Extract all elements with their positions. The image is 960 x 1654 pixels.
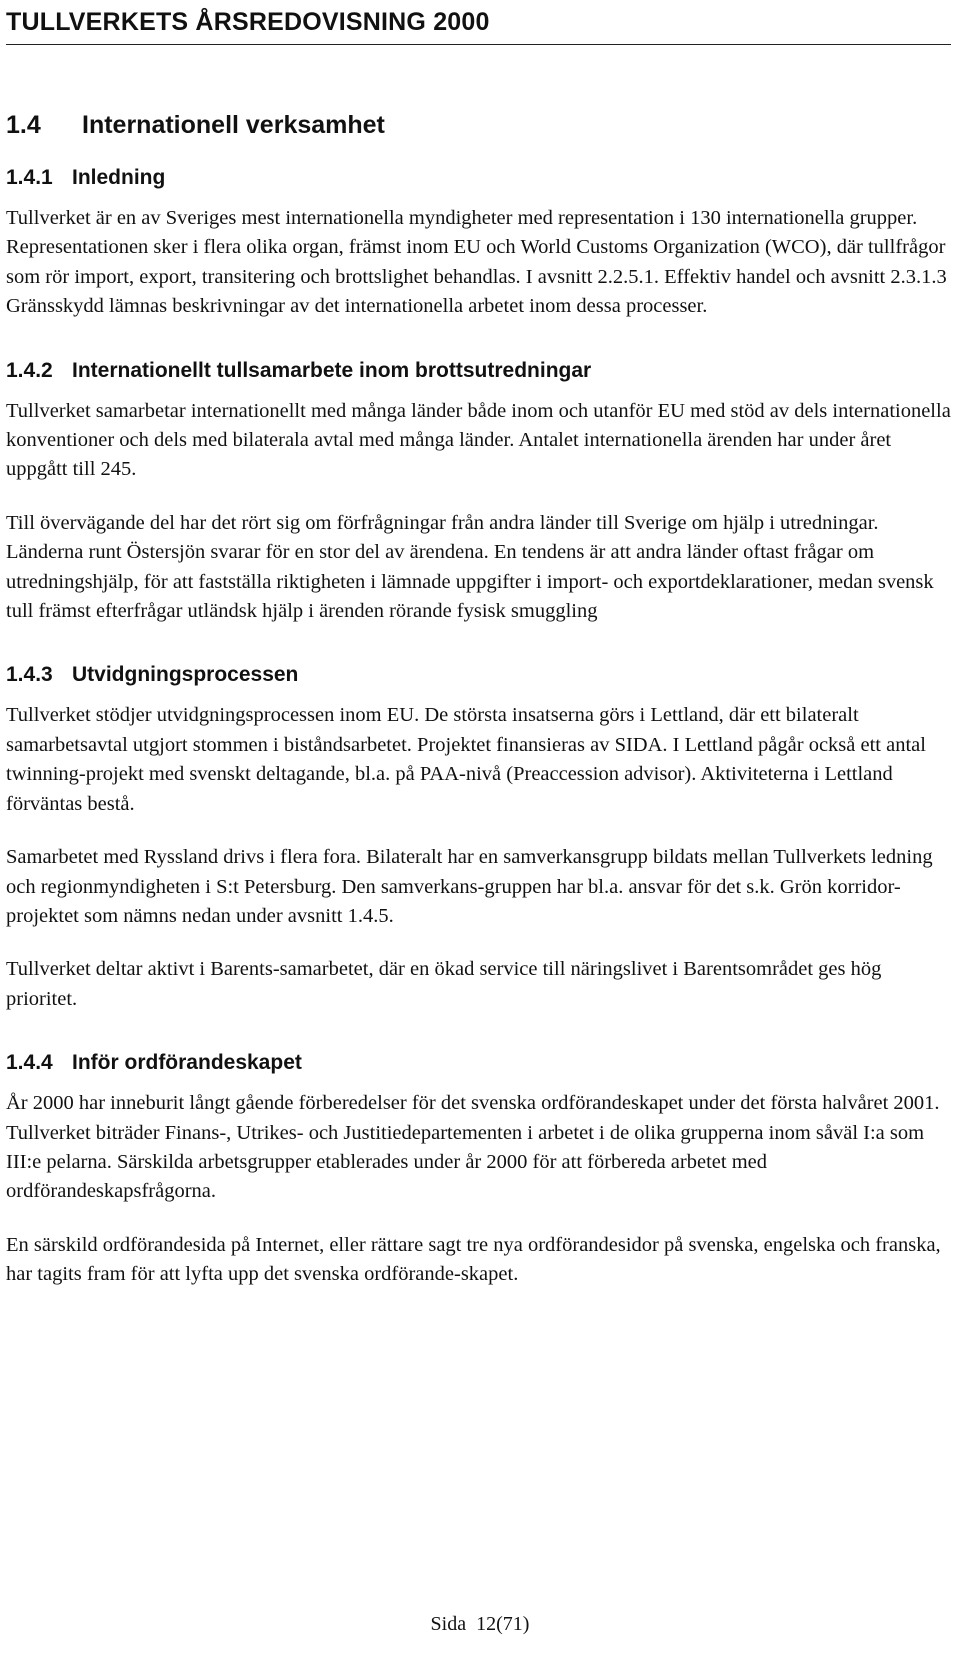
paragraph: En särskild ordförandesida på Internet, eller rättare sagt tre nya ordförandesidor på svenska, engelska och franska, har tagits fram för att lyfta upp det svenska ordförande-skapet. — [6, 1233, 941, 1286]
paragraph: År 2000 har inneburit långt gående förberedelser för det svenska ordförandeskapet under det första halvåret 2001. Tullverket biträder Finans-, Utrikes- och Justitiedepartementen i arbetet i de olika grupperna inom såväl I:a som III:e pelarna. Särskilda arbetsgrupper etablerades under år 2000 för att förbereda arbetet med ordförandeskapsfrågorna. — [6, 1092, 940, 1203]
page-label: Sida — [430, 1613, 467, 1635]
section-number: 1.4 — [6, 111, 41, 139]
subsection-ordforandeskapet — [6, 1048, 952, 1289]
subsection-title: Utvidgningsprocessen — [72, 663, 299, 687]
subsection-number: 1.4.3 — [6, 663, 53, 687]
paragraph: Tullverket samarbetar internationellt med många länder både inom och utanför EU med stöd av dels internationella konventioner och dels med bilaterala avtal med många länder. Antalet internationella ärenden har under året uppgått till 245. — [6, 399, 951, 481]
subsection-number: 1.4.2 — [6, 358, 53, 382]
page-header — [6, 6, 951, 45]
subsection-title: Inför ordförandeskapet — [72, 1051, 302, 1075]
subsection-utvidgningsprocessen — [6, 660, 952, 1014]
subsection-inledning — [6, 163, 952, 322]
subsection-heading — [6, 356, 952, 386]
paragraph: Tullverket deltar aktivt i Barents-samarbetet, där en ökad service till näringslivet i Barentsområdet ges hög prioritet. — [6, 958, 882, 1010]
paragraph: Tullverket är en av Sveriges mest internationella myndigheter med representation i 130 internationella grupper. Representationen sker i flera olika organ, främst inom EU och World Customs Organization (WCO), där tullfrågor som rör import, export, transitering och brottslighet behandlas. I avsnitt 2.2.5.1. Effektiv handel och avsnitt 2.3.1.3 Gränsskydd lämnas beskrivningar av det internationella arbetet inom dessa processer. — [6, 207, 947, 318]
document-body — [6, 108, 952, 1314]
subsection-heading — [6, 1048, 952, 1078]
subsection-title: Internationellt tullsamarbete inom brottsutredningar — [72, 358, 592, 382]
subsection-number: 1.4.1 — [6, 166, 53, 189]
subsection-heading — [6, 163, 952, 193]
report-title: TULLVERKETS ÅRSREDOVISNING 2000 — [6, 8, 490, 36]
paragraph: Tullverket stödjer utvidgningsprocessen inom EU. De största insatserna görs i Lettland, där ett bilateralt samarbetsavtal utgjort stommen i biståndsarbetet. Projektet finansieras av SIDA. I Lettland pågår också ett antal twinning-projekt med svenskt deltagande, bl.a. på PAA-nivå (Preaccession advisor). Aktiviteterna i Lettland förväntas bestå. — [6, 704, 926, 815]
subsection-heading — [6, 660, 952, 690]
paragraph: Samarbetet med Ryssland drivs i flera fora. Bilateralt har en samverkansgrupp bildats mellan Tullverkets ledning och regionmyndigheten i S:t Petersburg. Den samverkans-gruppen har bl.a. ansvar för det s.k. Grön korridor-projektet som nämns nedan under avsnitt 1.4.5. — [6, 846, 933, 927]
page-footer — [0, 1610, 960, 1638]
subsection-number: 1.4.4 — [6, 1051, 53, 1075]
page-number: 12(71) — [476, 1613, 530, 1635]
subsection-title: Inledning — [72, 166, 166, 189]
paragraph: Till övervägande del har det rört sig om förfrågningar från andra länder till Sverige om hjälp i utredningar. Länderna runt Östersjön svarar för en stor del av ärendena. En tendens är att andra länder oftast frågar om utredningshjälp, för att fastställa riktigheten i lämnade uppgifter i import- och exportdeklarationer, medan svensk tull främst efterfrågar utländsk hjälp i ärenden rörande fysisk smuggling — [6, 511, 934, 623]
section-title: Internationell verksamhet — [82, 111, 385, 139]
subsection-tullsamarbete — [6, 356, 952, 627]
section-heading — [6, 108, 952, 142]
